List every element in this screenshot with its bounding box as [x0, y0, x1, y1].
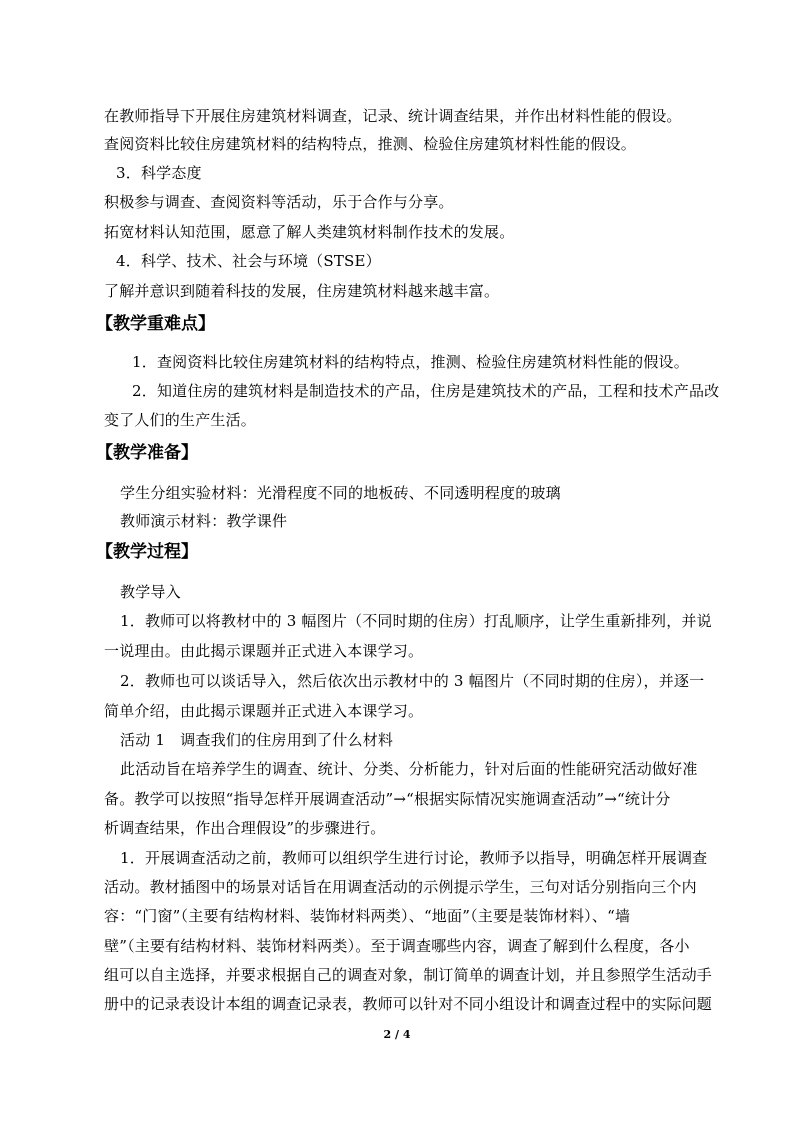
text-line: 2．教师也可以谈话导入，然后依次出示教材中的 3 幅图片（不同时期的住房），并逐一: [120, 672, 705, 690]
text-line: 1．开展调查活动之前，教师可以组织学生进行讨论，教师予以指导，明确怎样开展调查: [120, 849, 708, 867]
section-heading-process: 【教学过程】: [96, 542, 198, 562]
text-line: 学生分组实验材料：光滑程度不同的地板砖、不同透明程度的玻璃: [120, 484, 561, 502]
text-line: 教师演示材料：教学课件: [120, 512, 288, 530]
text-line: 1．教师可以将教材中的 3 幅图片（不同时期的住房）打乱顺序，让学生重新排列，并说: [120, 612, 712, 630]
text-line: 变了人们的生产生活。: [104, 411, 257, 429]
text-line: 了解并意识到随着科技的发展，住房建筑材料越来越丰富。: [104, 282, 500, 300]
text-line: 在教师指导下开展住房建筑材料调查，记录、统计调查结果，并作出材料性能的假设。: [104, 107, 682, 125]
text-line: 拓宽材料认知范围，愿意了解人类建筑材料制作技术的发展。: [104, 223, 515, 241]
section-heading-key-points: 【教学重难点】: [96, 314, 215, 334]
text-line: 备。教学可以按照“指导怎样开展调查活动”→“根据实际情况实施调查活动”→“统计分: [104, 790, 671, 808]
text-line: 析调查结果，作出合理假设”的步骤进行。: [104, 819, 386, 837]
text-line: 容：“门窗”（主要有结构材料、装饰材料两类）、“地面”（主要是装饰材料）、“墙: [104, 907, 631, 925]
text-line: 此活动旨在培养学生的调查、统计、分类、分析能力，针对后面的性能研究活动做好准: [120, 760, 698, 778]
activity-title: 活动 1 调查我们的住房用到了什么材料: [120, 731, 394, 749]
text-line: 一说理由。由此揭示课题并正式进入本课学习。: [104, 642, 424, 660]
text-line: 简单介绍，由此揭示课题并正式进入本课学习。: [104, 702, 424, 720]
text-line: 查阅资料比较住房建筑材料的结构特点，推测、检验住房建筑材料性能的假设。: [104, 135, 637, 153]
text-line: 活动。教材插图中的场景对话旨在用调查活动的示例提示学生，三句对话分别指向三个内: [104, 878, 697, 896]
section-label: 3．科学态度: [116, 164, 202, 182]
text-line: 组可以自主选择，并要求根据自己的调查对象，制订简单的调查计划，并且参照学生活动手: [104, 966, 713, 984]
page-number: 2 / 4: [383, 1028, 411, 1041]
text-line: 壁”（主要有结构材料、装饰材料两类）。至于调查哪些内容，调查了解到什么程度，各小: [104, 937, 690, 955]
text-line: 教学导入: [120, 583, 181, 601]
section-heading-preparation: 【教学准备】: [96, 443, 198, 463]
text-line: 2．知道住房的建筑材料是制造技术的产品，住房是建筑技术的产品，工程和技术产品改: [132, 382, 720, 400]
text-line: 积极参与调查、查阅资料等活动，乐于合作与分享。: [104, 193, 454, 211]
text-line: 1．查阅资料比较住房建筑材料的结构特点，推测、检验住房建筑材料性能的假设。: [132, 353, 689, 371]
text-line: 册中的记录表设计本组的调查记录表，教师可以针对不同小组设计和调查过程中的实际问题: [104, 995, 713, 1013]
section-label: 4．科学、技术、社会与环境（STSE）: [116, 252, 381, 270]
